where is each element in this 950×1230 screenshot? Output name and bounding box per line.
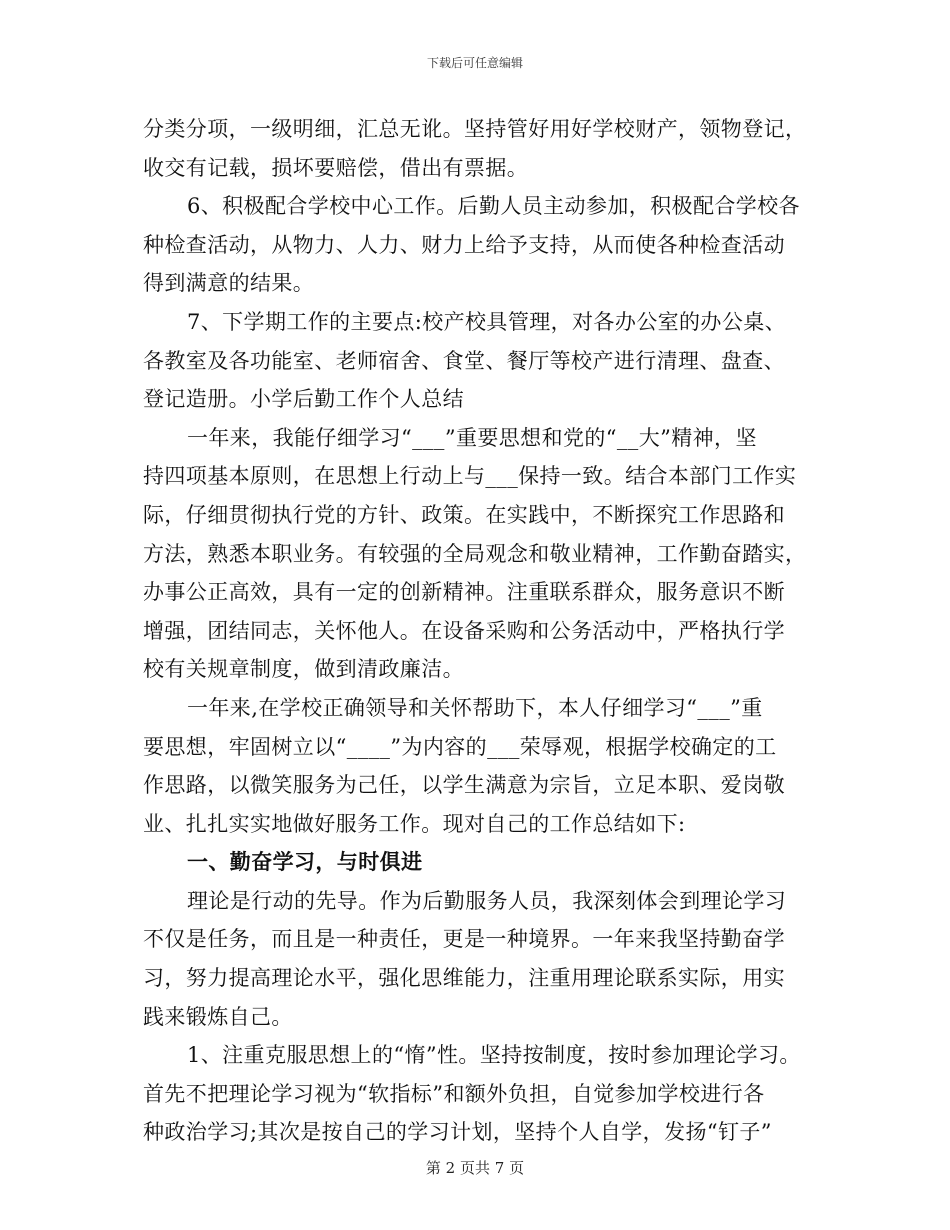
text-line: 持四项基本原则，在思想上行动上与___保持一致。结合本部门工作实: [143, 464, 797, 489]
text-line: 分类分项，一级明细，汇总无讹。坚持管好用好学校财产，领物登记，: [143, 117, 807, 141]
text-line: 校有关规章制度，做到清政廉洁。: [143, 657, 464, 682]
text-line: 习，努力提高理论水平，强化思维能力，注重用理论联系实际，用实: [143, 966, 785, 991]
page-footer: 第 2 页共 7 页: [425, 1159, 525, 1177]
text-line: 际，仔细贯彻执行党的方针、政策。在实践中，不断探究工作思路和: [143, 502, 785, 527]
text-line: 得到满意的结果。: [143, 271, 315, 296]
text-line: 一年来,在学校正确领导和关怀帮助下，本人仔细学习“___”重: [187, 695, 763, 720]
text-line: 方法，熟悉本职业务。有较强的全局观念和敬业精神，工作勤奋踏实，: [143, 541, 807, 566]
text-line: 7、下学期工作的主要点:校产校具管理，对各办公室的办公桌、: [187, 309, 787, 334]
text-line: 登记造册。小学后勤工作个人总结: [143, 387, 464, 412]
text-line: 1、注重克服思想上的“惰”性。坚持按制度，按时参加理论学习。: [187, 1043, 801, 1068]
text-line: 收交有记载，损坏要赔偿，借出有票据。: [143, 155, 529, 180]
text-line: 业、扎扎实实地做好服务工作。现对自己的工作总结如下:: [143, 811, 686, 836]
text-line: 首先不把理论学习视为“软指标”和额外负担，自觉参加学校进行各: [143, 1081, 765, 1106]
text-line: 理论是行动的先导。作为后勤服务人员，我深刻体会到理论学习: [187, 888, 787, 913]
text-line: 作思路，以微笑服务为己任，以学生满意为宗旨，立足本职、爱岗敬: [143, 773, 785, 798]
text-line: 办事公正高效，具有一定的创新精神。注重联系群众，服务意识不断: [143, 580, 785, 605]
document-body: [143, 110, 833, 1152]
text-line: 6、积极配合学校中心工作。后勤人员主动参加，积极配合学校各: [187, 194, 800, 219]
text-line: 一年来，我能仔细学习“___”重要思想和党的“__大”精神，坚: [187, 425, 757, 450]
section-heading: 一、勤奋学习，与时俱进: [187, 849, 423, 875]
text-line: 各教室及各功能室、老师宿舍、食堂、餐厅等校产进行清理、盘查、: [143, 348, 785, 373]
text-line: 增强，团结同志，关怀他人。在设备采购和公务活动中，严格执行学: [143, 618, 785, 643]
text-line: 不仅是任务，而且是一种责任，更是一种境界。一年来我坚持勤奋学: [143, 927, 785, 952]
page-header: 下载后可任意编辑: [426, 56, 523, 70]
text-line: 要思想，牢固树立以“____”为内容的___荣辱观，根据学校确定的工: [143, 734, 777, 759]
text-line: 种检查活动，从物力、人力、财力上给予支持，从而使各种检查活动: [143, 232, 785, 257]
text-line: 种政治学习;其次是按自己的学习计划，坚持个人自学，发扬“钉子”: [143, 1120, 772, 1145]
text-line: 践来锻炼自己。: [143, 1004, 293, 1029]
